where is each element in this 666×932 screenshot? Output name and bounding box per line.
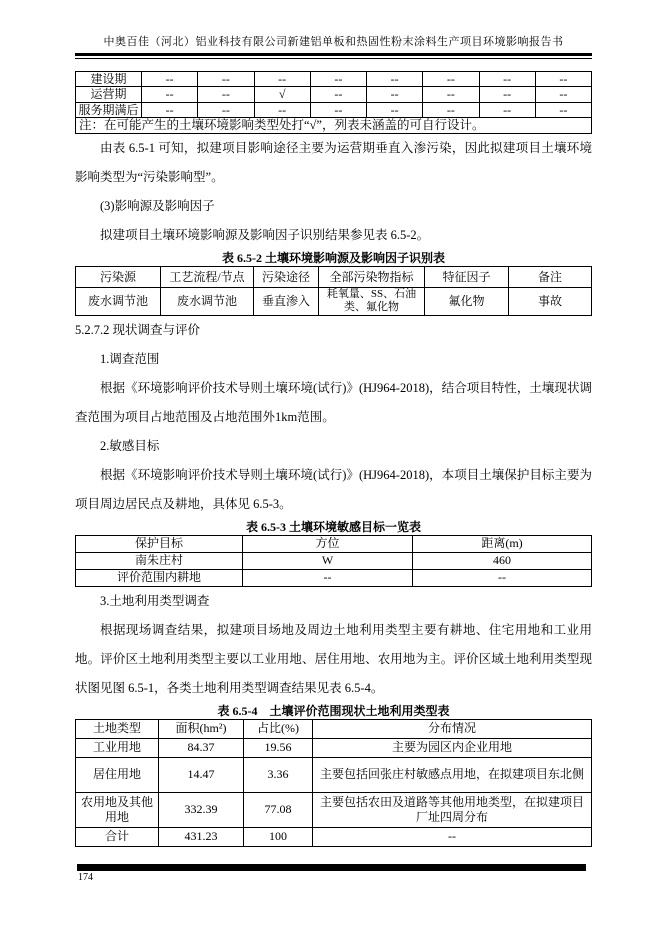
table-cell: 南朱庄村: [76, 552, 243, 569]
table-row: [76, 72, 592, 87]
table-cell: --: [142, 102, 198, 117]
table-cell: 耗氧量、SS、石油类、氟化物: [319, 288, 425, 315]
table-cell: 事故: [509, 288, 592, 315]
paragraph-survey-scope: 根据《环境影响评价技术导则土壤环境(试行)》(HJ964-2018)，结合项目特性，土壤现状调查范围为项目占地范围及占地范围外1km范围。: [75, 380, 592, 424]
table-cell: --: [198, 87, 254, 102]
impact-period-table: [75, 71, 592, 134]
table-cell: --: [423, 72, 479, 87]
section-heading-5272: 5.2.7.2 现状调查与评价: [75, 322, 201, 337]
table-cell: 332.39: [159, 792, 244, 827]
column-header: 全部污染物指标: [319, 267, 425, 288]
table-cell: --: [367, 72, 423, 87]
table-cell: 垂直渗入: [254, 288, 319, 315]
column-header: 保护目标: [76, 535, 243, 552]
table-cell: 废水调节池: [161, 288, 254, 315]
table-cell: 废水调节池: [76, 288, 161, 315]
report-title: 中奥百佳（河北）铝业科技有限公司新建铝单板和热固性粉末涂料生产项目环境影响报告书: [103, 36, 564, 48]
table-cell: --: [479, 72, 535, 87]
column-header: 占比(%): [244, 719, 313, 738]
table-cell: 居住用地: [76, 757, 159, 792]
row-label: 服务期满后: [76, 102, 142, 117]
column-header: 备注: [509, 267, 592, 288]
table-cell: 氟化物: [425, 288, 509, 315]
table-cell: --: [142, 72, 198, 87]
column-header: 特征因子: [425, 267, 509, 288]
column-header: 污染源: [76, 267, 161, 288]
table-654-caption: 表 6.5-4 土壤评价范围现状土地利用类型表: [217, 703, 450, 718]
table-cell: 460: [413, 552, 592, 569]
table-cell: 84.37: [159, 738, 244, 757]
table-row: [76, 552, 592, 569]
table-cell: --: [310, 102, 366, 117]
table-cell: --: [535, 87, 591, 102]
table-cell: --: [423, 102, 479, 117]
paragraph-source-ref: 拟建项目土壤环境影响源及影响因子识别结果参见表 6.5-2。: [100, 228, 430, 243]
table-cell: 主要为园区内企业用地: [313, 738, 592, 757]
column-header: 工艺流程/节点: [161, 267, 254, 288]
table-row: [76, 827, 592, 846]
table-cell: 3.36: [244, 757, 313, 792]
table-cell: 19.56: [244, 738, 313, 757]
table-row: [76, 569, 592, 586]
table-cell: √: [254, 87, 310, 102]
heading-landuse-survey: 3.土地利用类型调查: [100, 593, 210, 608]
table-note-row: [76, 118, 592, 134]
table-cell: --: [413, 569, 592, 586]
table-cell: --: [198, 102, 254, 117]
table-cell: 100: [244, 827, 313, 846]
table-cell: --: [423, 87, 479, 102]
table-row: [76, 87, 592, 102]
table-cell: 农用地及其他用地: [76, 792, 159, 827]
heading-sensitive-target: 2.敏感目标: [100, 438, 160, 453]
footer-rule: [77, 864, 586, 871]
page-body: [75, 71, 592, 847]
table-cell: 工业用地: [76, 738, 159, 757]
column-header: 分布情况: [313, 719, 592, 738]
table-header-row: [76, 535, 592, 552]
table-cell: --: [535, 102, 591, 117]
table-cell: 评价范围内耕地: [76, 569, 243, 586]
header-rule-thick: [75, 53, 592, 56]
row-label: 运营期: [76, 87, 142, 102]
page-number: 174: [78, 872, 93, 883]
table-row: [76, 757, 592, 792]
column-header: 距离(m): [413, 535, 592, 552]
table-note: 注：在可能产生的土壤环境影响类型处打“√”，列表未涵盖的可自行设计。: [76, 118, 592, 134]
row-label: 建设期: [76, 72, 142, 87]
table-cell: --: [254, 102, 310, 117]
table-cell: --: [313, 827, 592, 846]
table-row: [76, 738, 592, 757]
table-cell: --: [535, 72, 591, 87]
table-cell: --: [310, 87, 366, 102]
table-cell: 14.47: [159, 757, 244, 792]
landuse-type-table: [75, 719, 592, 847]
table-row: [76, 288, 592, 315]
table-cell: --: [198, 72, 254, 87]
sensitive-target-table: [75, 535, 592, 587]
paragraph-impact-type: 由表 6.5-1 可知，拟建项目影响途径主要为运营期垂直入渗污染，因此拟建项目土壤环境影响类型为“污染影响型”。: [75, 141, 592, 185]
table-652-caption: 表 6.5-2 土壤环境影响源及影响因子识别表: [222, 251, 445, 266]
table-cell: --: [367, 87, 423, 102]
table-row: [76, 792, 592, 827]
paragraph-sensitive-target: 根据《环境影响评价技术导则土壤环境(试行)》(HJ964-2018)，本项目土壤保护目标主要为项目周边居民点及耕地，具体见 6.5-3。: [75, 467, 592, 511]
table-cell: --: [479, 87, 535, 102]
table-row: [76, 102, 592, 117]
column-header: 方位: [243, 535, 413, 552]
table-cell: --: [243, 569, 413, 586]
impact-source-table: [75, 266, 592, 315]
paragraph-landuse-survey: 根据现场调查结果，拟建项目场地及周边土地利用类型主要有耕地、住宅用地和工业用地。评价区土地利用类型主要以工业用地、居住用地、农用地为主。评价区域土地利用类型现状图见图 6.5-1，各类土地利用类型调查结果见表 6.5-4。: [75, 622, 592, 695]
table-cell: 77.08: [244, 792, 313, 827]
heading-impact-source: (3)影响源及影响因子: [100, 199, 215, 214]
heading-survey-scope: 1.调查范围: [100, 351, 160, 366]
table-653-caption: 表 6.5-3 土壤环境敏感目标一览表: [246, 519, 421, 534]
table-cell: --: [142, 87, 198, 102]
table-cell: 431.23: [159, 827, 244, 846]
table-header-row: [76, 267, 592, 288]
column-header: 土地类型: [76, 719, 159, 738]
table-header-row: [76, 719, 592, 738]
header-rule-thin: [75, 58, 592, 59]
table-cell: --: [310, 72, 366, 87]
table-cell: W: [243, 552, 413, 569]
column-header: 面积(hm²): [159, 719, 244, 738]
table-cell: --: [254, 72, 310, 87]
table-cell: --: [367, 102, 423, 117]
table-cell: 合计: [76, 827, 159, 846]
table-cell: 主要包括回张庄村敏感点用地，在拟建项目东北侧: [313, 757, 592, 792]
column-header: 污染途径: [254, 267, 319, 288]
page-header: [75, 33, 592, 59]
table-cell: --: [479, 102, 535, 117]
table-cell: 主要包括农田及道路等其他用地类型，在拟建项目厂址四周分布: [313, 792, 592, 827]
